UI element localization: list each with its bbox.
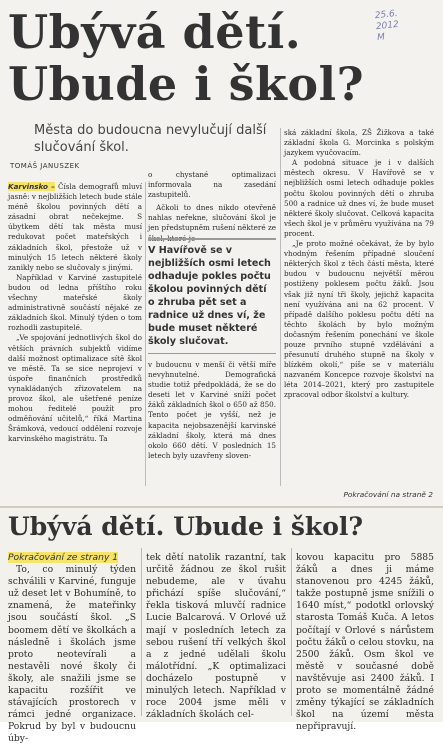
- paragraph: „Je proto možné očekávat, že by bylo vhodným řešením případné sloučení některých škol z těch částí města, které budou v budoucnu největší měrou postiženy poklesem počtu žáků. Jsou však již nyní tři školy, jejichž kapacita není využívána ani na 62 procent. V případě dalšího poklesu počtu dětí na těchto školách by bylo možným dočasným řešením ponechání ve škole pouze prvního stupně vzdělávání a přesunutí druhého stupně na školy v blízkém okolí,“ píše se v materiálu nazvaném Koncepce rozvoje školství na léta 2014–2021, který pro zastupitele zpracoval odbor školství a kultury.: [284, 239, 434, 400]
- column-divider: [280, 128, 281, 486]
- byline: TOMÁŠ JANUSZEK: [10, 162, 80, 170]
- continuation-column-2: [146, 552, 286, 721]
- article-column-2-bottom: [148, 360, 276, 488]
- headline-line-1: Ubývá dětí.: [8, 5, 302, 59]
- continuation-headline: Ubývá dětí. Ubude i škol?: [8, 512, 364, 541]
- subtitle: Města do budoucna nevylučují další slučování škol.: [34, 123, 267, 155]
- paragraph-lead: Karvinsko – Čísla demografů mluví jasně: v nejbližších letech bude stále méně školou povinných dětí a zásadní obrat nečekejme. S úbytkem dětí tak města musí redukovat počet mateřských i základních škol, přestože už v minulých 15 letech některé školy zanikly nebo se slučovaly s jinými.: [8, 182, 142, 272]
- continuation-column-3: [296, 552, 435, 733]
- column-divider: [291, 548, 292, 716]
- paragraph: v budoucnu v menší či větší míře nevyhnutelné. Demografická studie totiž předpokládá, že se do deseti let v Karviné sníží počet žáků základních škol o 650 až 850. Tento počet je vyšší, než je kapacita nejobsazenější karvinské základní školy, která má dnes okolo 660 dětí. V posledních 15 letech byly uzavřeny sloven-: [148, 360, 276, 460]
- headline: [8, 6, 364, 110]
- headline-line-2: Ubude i škol?: [8, 57, 365, 111]
- paragraph: A podobná situace je i v dalších městech okresu. V Havířově se v nejbližších osmi letech odhaduje pokles počtu školou povinných dětí o zhruba 500 a radnice už dnes ví, že bude muset některé školy slučovat. Celková kapacita všech škol je v průměru využívána na 79 procent.: [284, 158, 434, 238]
- paragraph: kovou kapacitu pro 5885 žáků a dnes ji máme stanovenou pro 4245 žáků, takže postupně jsme snížili o 1640 míst,“ podotkl orlovský starosta Tomáš Kuča. A letos počítají v Orlové s nárůstem počtu žáků o celou stovku, na 2500 žáků. Osm škol ve městě v současné době navštěvuje asi 2400 žáků. I proto se momentálně žádné změny týkající se základních škol na území města nepřipravují.: [296, 552, 435, 733]
- column-divider: [141, 548, 142, 716]
- paragraph: o chystané optimalizaci informovala na zasedání zastupitelů.: [148, 170, 276, 200]
- article-column-1: [8, 182, 142, 486]
- column-divider: [145, 182, 146, 486]
- paragraph: Například v Karviné zastupitelé budou od ledna příštího roku všechny mateřské školy administrativně součástí nějaké ze základních škol. Minulý týden o tom rozhodli zastupitelé.: [8, 272, 142, 333]
- continued-from-note: Pokračování ze strany 1: [8, 552, 119, 563]
- paragraph: ská základní škola, ZŠ Žižkova a také základní škola G. Morcinka s polským jazykem vyučovacím.: [284, 128, 434, 158]
- paragraph: tek dětí natolik razantní, tak určitě žádnou ze škol rušit nebudeme, ale v úvahu přichází spíše slučování,“ řekla tisková mluvčí radnice Lucie Balcarová. V Orlové už mají v posledních letech za sebou rušení tří velkých škol a z jedné udělali školu málotřídní. „K optimalizaci docházelo postupně v minulých letech. Například v roce 2004 jsme měli v základních školách cel-: [146, 552, 286, 721]
- handwritten-date: 25.6. 2012 M: [374, 8, 400, 44]
- place-highlight: Karvinsko –: [8, 182, 55, 191]
- continuation-column-1: [8, 552, 136, 745]
- continued-note: Pokračování na straně 2: [343, 490, 433, 499]
- article-column-3: [284, 128, 434, 484]
- pull-quote-rule: [148, 353, 276, 354]
- pull-quote: V Havířově se v nejbližších osmi letech odhaduje pokles počtu školou povinných dětí o zhruba pět set a radnice už dnes ví, že bude muset některé školy slučovat.: [148, 238, 276, 348]
- article-column-2-top: [148, 170, 276, 243]
- paragraph: Ačkoli to dnes nikdo otevřeně nahlas neřekne, slučování škol je jen předstupněm rušení některé ze škol, které je: [148, 203, 276, 243]
- paragraph: To, co minulý týden schválili v Karviné, funguje už deset let v Bohumíně, to znamená, že mateřinky jsou součástí škol. „S boomem dětí ve školkách a následně i školách jsme proto neotevírali a nestavěli nové školy či školy, ale snažili jsme se kapacitu rozšířit ve stávajících prostorech v rámci jedné organizace. Pokrud by byl v budoucnu úby-: [8, 564, 136, 745]
- paragraph: „Ve spojování jednotlivých škol do větších právních subjektů vidíme další možnost optimalizace sítě škol ve městě. Ta se sice neprojeví v úspoře finančních prostředků vynakládaných zřizovatelem na provoz škol, ale ušetřené peníze mohou ředitelé použít pro odměňování učitelů,“ říká Martina Šrámková, vedoucí oddělení rozvoje karvinského magistrátu. Ta: [8, 333, 142, 444]
